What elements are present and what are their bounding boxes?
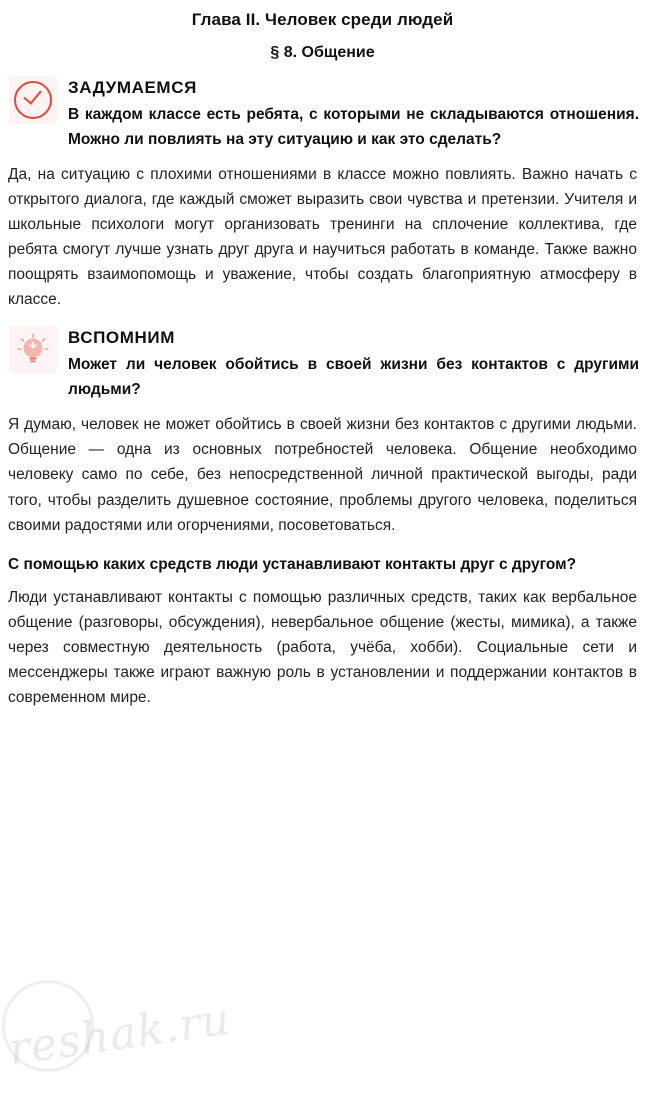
block-answer-wrap <box>6 162 639 313</box>
lightbulb-icon <box>9 326 57 374</box>
section-zadumaemsya <box>6 78 639 152</box>
extra-question-block <box>6 552 639 711</box>
watermark: reshak.ru <box>5 993 234 1076</box>
block-heading: ВСПОМНИМ <box>68 328 175 348</box>
block-answer: Да, на ситуацию с плохими отношениями в классе можно повлиять. Важно начать с открытого диалога, где каждый сможет выразить свои чувства и претензии. Учителя и школьные психологи могут организовать тренинги на сплочение коллектива, где ребята смогут лучше узнать друг друга и научиться работать в команде. Также важно поощрять взаимопомощь и уважение, чтобы создать благоприятную атмосферу в классе. <box>8 165 637 309</box>
extra-answer: Люди устанавливают контакты с помощью различных средств, таких как вербальное общение (разговоры, обсуждения), невербальное общение (жесты, мимика), а также через совместную деятельность (работа, учёба, хобби). Социальные сети и мессенджеры также играют важную роль в установлении и поддержании контактов в современном мире. <box>8 588 637 707</box>
block-heading: ЗАДУМАЕМСЯ <box>68 78 197 97</box>
block-answer-wrap <box>6 412 639 538</box>
watermark-ring <box>2 980 94 1072</box>
block-question: Может ли человек обойтись в своей жизни без контактов с другими людьми? <box>68 355 639 399</box>
check-circle-icon <box>9 76 57 124</box>
block-answer: Я думаю, человек не может обойтись в своей жизни без контактов с другими людьми. Общение — одна из основных потребностей человека. Общение необходимо человеку само по себе, без непосредственной личной практической выгоды, ради того, чтобы разделить душевное состояние, проблемы другого человека, поделиться своими радостями или огорчениями, посоветоваться. <box>8 416 637 534</box>
chapter-title: Глава II. Человек среди людей <box>191 10 454 29</box>
block-question: В каждом классе есть ребята, с которыми не складываются отношения. Можно ли повлиять на эту ситуацию и как это сделать? <box>68 105 639 148</box>
section-vspomnim <box>6 328 639 402</box>
section-title: § 8. Общение <box>270 44 375 61</box>
extra-question: С помощью каких средств люди устанавливают контакты друг с другом? <box>8 555 577 573</box>
